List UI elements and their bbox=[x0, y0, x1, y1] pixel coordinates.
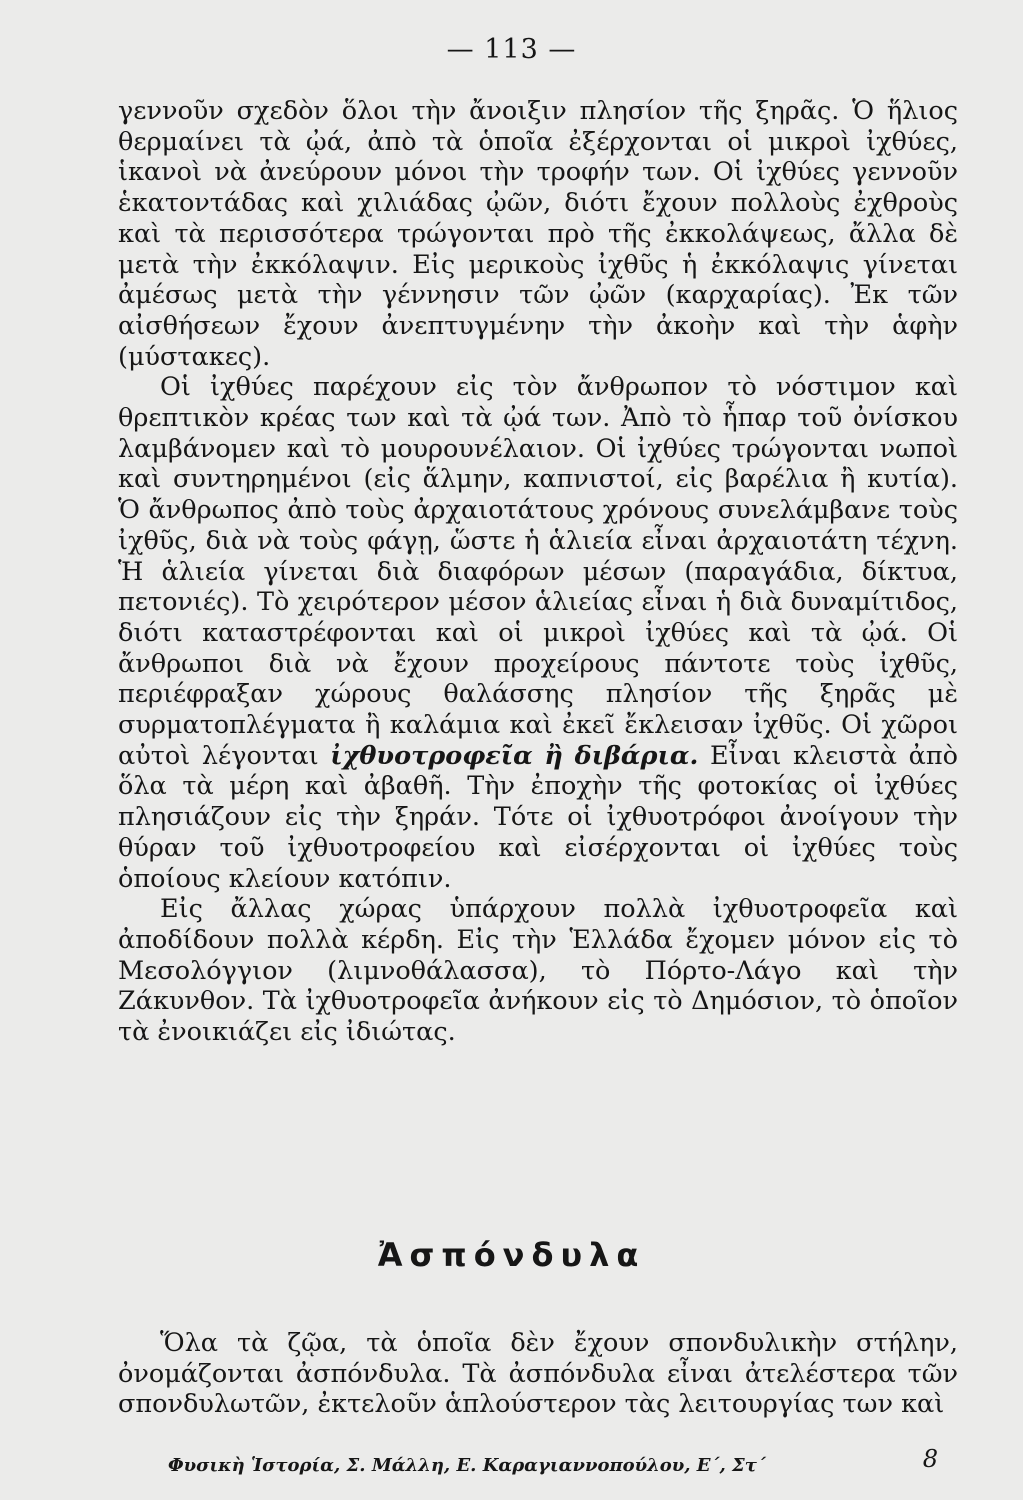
term-fish-farms: ἰχθυοτροφεῖα bbox=[330, 740, 533, 771]
term-divaria: διβάρια. bbox=[574, 740, 699, 771]
section-text bbox=[118, 1328, 958, 1420]
paragraph-fish-uses bbox=[118, 372, 958, 894]
term-conjunction: ἢ bbox=[544, 740, 563, 771]
section-heading: Ἀσπόνδυλα bbox=[377, 1236, 646, 1274]
paragraph-text-continued: Εἶναι κλειστὰ ἀπὸ ὅλα τὰ μέρη καὶ ἀβαθῆ. Τὴν ἐποχὴν τῆς φοτοκίας οἱ ἰχθύες πλησιάζουν εἰς τὴν ξηράν. Τότε οἱ ἰχθυοτρόφοι ἀνοίγουν τὴν θύραν τοῦ ἰχθυοτροφείου καὶ εἰσέρχονται οἱ ἰχθύες τοὺς ὁποίους κλείουν κατόπιν. bbox=[118, 740, 958, 894]
paragraph-invertebrates: Ὅλα τὰ ζῷα, τὰ ὁποῖα δὲν ἔχουν σπονδυλικὴν στήλην, ὀνομάζονται ἀσπόνδυλα. Τὰ ἀσπόνδυλα εἶναι ἀτελέστερα τῶν σπονδυλωτῶν, ἐκτελοῦν ἁπλούστερον τὰς λειτουργίας των καὶ bbox=[118, 1328, 958, 1420]
main-text bbox=[118, 96, 958, 1048]
printer-signature-number: 8 bbox=[922, 1445, 938, 1473]
paragraph-text: Οἱ ἰχθύες παρέχουν εἰς τὸν ἄνθρωπον τὸ νόστιμον καὶ θρεπτικὸν κρέας των καὶ τὰ ᾠά των. Ἀπὸ τὸ ἧπαρ τοῦ ὀνίσκου λαμβάνομεν καὶ τὸ μουρουνέλαιον. Οἱ ἰχθύες τρώγονται νωποὶ καὶ συντηρημένοι (εἰς ἅλμην, καπνιστοί, εἰς βαρέλια ἢ κυτία). Ὁ ἄνθρωπος ἀπὸ τοὺς ἀρχαιοτάτους χρόνους συνελάμβανε τοὺς ἰχθῦς, διὰ νὰ τοὺς φάγῃ, ὥστε ἡ ἁλιεία εἶναι ἀρχαιοτάτη τέχνη. Ἡ ἁλιεία γίνεται διὰ διαφόρων μέσων (παραγάδια, δίκτυα, πετονιές). Τὸ χειρότερον μέσον ἁλιείας εἶναι ἡ διὰ δυναμίτιδος, διότι καταστρέφονται καὶ οἱ μικροὶ ἰχθύες καὶ τὰ ᾠά. Οἱ ἄνθρωποι διὰ νὰ ἔχουν προχείρους πάντοτε τοὺς ἰχθῦς, περιέφραξαν χώρους θαλάσσης πλησίον τῆς ξηρᾶς μὲ συρματοπλέγματα ἢ καλάμια καὶ ἐκεῖ ἔκλεισαν ἰχθῦς. Οἱ χῶροι αὐτοὶ λέγονται bbox=[118, 372, 958, 771]
paragraph-fish-farms-greece: Εἰς ἄλλας χώρας ὑπάρχουν πολλὰ ἰχθυοτροφεῖα καὶ ἀποδίδουν πολλὰ κέρδη. Εἰς τὴν Ἑλλάδα ἔχομεν μόνον εἰς τὸ Μεσολόγγιον (λιμνοθάλασσα), τὸ Πόρτο-Λάγο καὶ τὴν Ζάκυνθον. Τὰ ἰχθυοτροφεῖα ἀνήκουν εἰς τὸ Δημόσιον, τὸ ὁποῖον τὰ ἐνοικιάζει εἰς ἰδιώτας. bbox=[118, 894, 958, 1048]
page-number: — 113 — bbox=[446, 34, 577, 65]
paragraph-fish-breeding: γεννοῦν σχεδὸν ὅλοι τὴν ἄνοιξιν πλησίον τῆς ξηρᾶς. Ὁ ἥλιος θερμαίνει τὰ ᾠά, ἀπὸ τὰ ὁποῖα ἐξέρχονται οἱ μικροὶ ἰχθύες, ἱκανοὶ νὰ ἀνεύρουν μόνοι τὴν τροφήν των. Οἱ ἰχθύες γεννοῦν ἑκατοντάδας καὶ χιλιάδας ᾠῶν, διότι ἔχουν πολλοὺς ἐχθροὺς καὶ τὰ περισσότερα τρώγονται πρὸ τῆς ἐκκολάψεως, ἄλλα δὲ μετὰ τὴν ἐκκόλαψιν. Εἰς μερικοὺς ἰχθῦς ἡ ἐκκόλαψις γίνεται ἀμέσως μετὰ τὴν γέννησιν τῶν ᾠῶν (καρχαρίας). Ἐκ τῶν αἰσθήσεων ἔχουν ἀνεπτυγμένην τὴν ἀκοὴν καὶ τὴν ἁφὴν (μύστακες). bbox=[118, 96, 958, 372]
footer-book-credit: Φυσικὴ Ἱστορία, Σ. Μάλλη, Ε. Καραγιαννοπούλου, Ε΄, Στ΄ bbox=[168, 1455, 766, 1476]
footer-signature-line bbox=[168, 1445, 938, 1476]
